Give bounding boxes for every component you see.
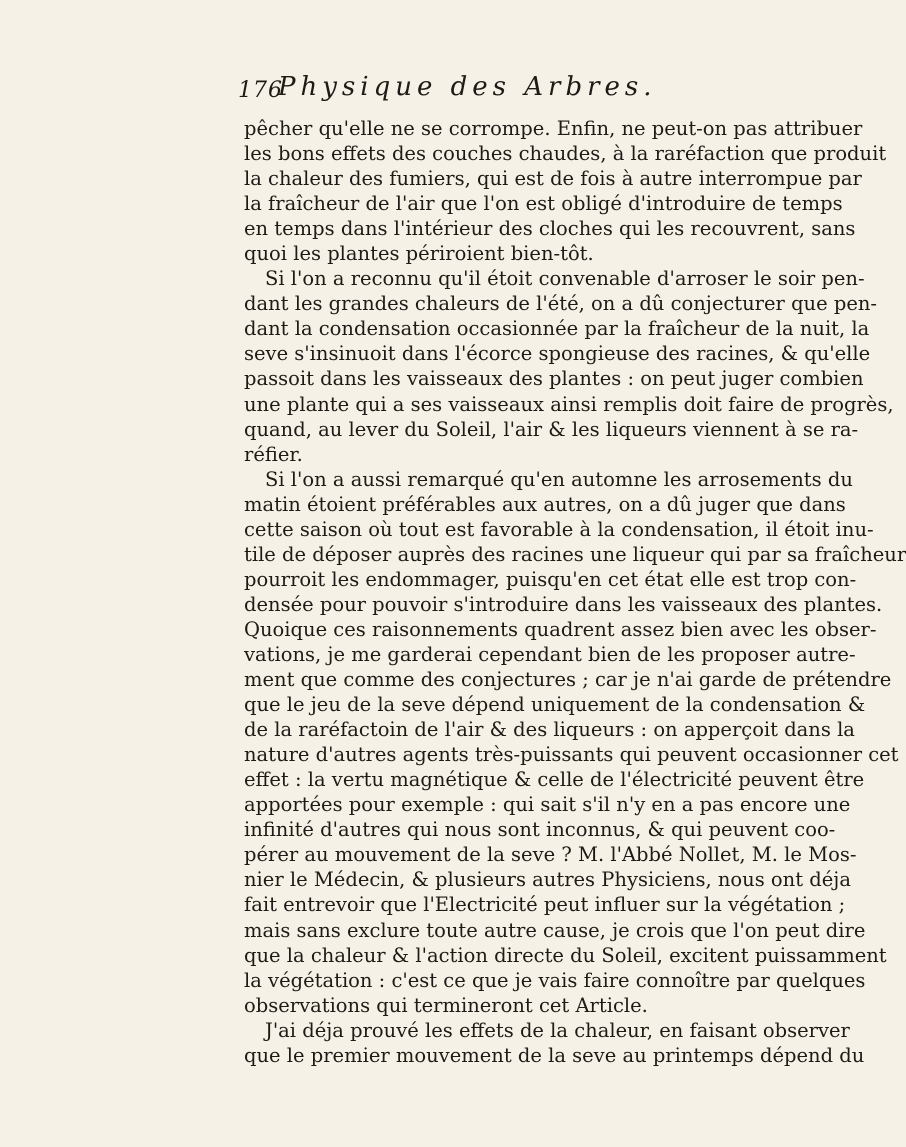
text-line: fait entrevoir que l'Electricité peut influer sur la végétation ;	[244, 893, 846, 917]
text-line: réfier.	[244, 442, 303, 466]
body-text	[244, 116, 906, 1068]
page-number: 176	[238, 78, 283, 103]
text-line: la chaleur des fumiers, qui est de fois à autre interrompue par	[244, 167, 862, 191]
text-line: densée pour pouvoir s'introduire dans les vaisseaux des plantes.	[244, 592, 883, 616]
text-line: que le jeu de la seve dépend uniquement de la condensation &	[244, 693, 866, 717]
text-line: matin étoient préférables aux autres, on a dû juger que dans	[244, 492, 846, 516]
text-line: en temps dans l'intérieur des cloches qui les recouvrent, sans	[244, 217, 856, 241]
text-line: pérer au mouvement de la seve ? M. l'Abbé Nollet, M. le Mos-	[244, 843, 857, 867]
text-line: effet : la vertu magnétique & celle de l'électricité peuvent être	[244, 768, 865, 792]
text-line: passoit dans les vaisseaux des plantes : on peut juger combien	[244, 367, 864, 391]
text-line: observations qui termineront cet Article.	[244, 993, 648, 1017]
text-line: vations, je me garderai cependant bien de les proposer autre-	[244, 642, 856, 666]
text-line: ment que comme des conjectures ; car je n'ai garde de prétendre	[244, 668, 892, 692]
text-line: la végétation : c'est ce que je vais faire connoître par quelques	[244, 968, 866, 992]
text-line: mais sans exclure toute autre cause, je crois que l'on peut dire	[244, 918, 866, 942]
text-line: Si l'on a aussi remarqué qu'en automne les arrosements du	[265, 467, 853, 491]
text-line: pêcher qu'elle ne se corrompe. Enfin, ne peut-on pas attribuer	[244, 117, 863, 140]
text-line: de la raréfactoin de l'air & des liqueurs : on apperçoit dans la	[244, 718, 855, 742]
running-title: Physique des Arbres.	[278, 72, 657, 102]
text-line: dant les grandes chaleurs de l'été, on a dû conjecturer que pen-	[244, 292, 878, 316]
text-line: pourroit les endommager, puisqu'en cet état elle est trop con-	[244, 567, 857, 591]
text-line: cette saison où tout est favorable à la condensation, il étoit inu-	[244, 517, 874, 541]
text-line: Quoique ces raisonnements quadrent assez bien avec les obser-	[244, 617, 877, 641]
text-line: dant la condensation occasionnée par la fraîcheur de la nuit, la	[244, 317, 870, 341]
text-line: nier le Médecin, & plusieurs autres Physiciens, nous ont déja	[244, 868, 851, 892]
page-header	[238, 72, 758, 112]
text-line: infinité d'autres qui nous sont inconnus, & qui peuvent coo-	[244, 818, 836, 842]
text-line: que la chaleur & l'action directe du Soleil, excitent puissamment	[244, 943, 887, 967]
text-line: seve s'insinuoit dans l'écorce spongieuse des racines, & qu'elle	[244, 342, 871, 366]
text-line: une plante qui a ses vaisseaux ainsi remplis doit faire de progrès,	[244, 392, 894, 416]
text-line: la fraîcheur de l'air que l'on est obligé d'introduire de temps	[244, 192, 843, 216]
text-line: les bons effets des couches chaudes, à la raréfaction que produit	[244, 142, 887, 166]
text-line: Si l'on a reconnu qu'il étoit convenable d'arroser le soir pen-	[265, 267, 865, 291]
text-line: que le premier mouvement de la seve au printemps dépend du	[244, 1043, 865, 1067]
text-line: J'ai déja prouvé les effets de la chaleur, en faisant observer	[265, 1018, 850, 1042]
text-line: quand, au lever du Soleil, l'air & les liqueurs viennent à se ra-	[244, 417, 859, 441]
text-line: quoi les plantes périroient bien-tôt.	[244, 242, 594, 266]
text-line: tile de déposer auprès des racines une liqueur qui par sa fraîcheur	[244, 542, 906, 566]
text-line: nature d'autres agents très-puissants qui peuvent occasionner cet	[244, 743, 899, 767]
text-line: apportées pour exemple : qui sait s'il n'y en a pas encore une	[244, 793, 851, 817]
